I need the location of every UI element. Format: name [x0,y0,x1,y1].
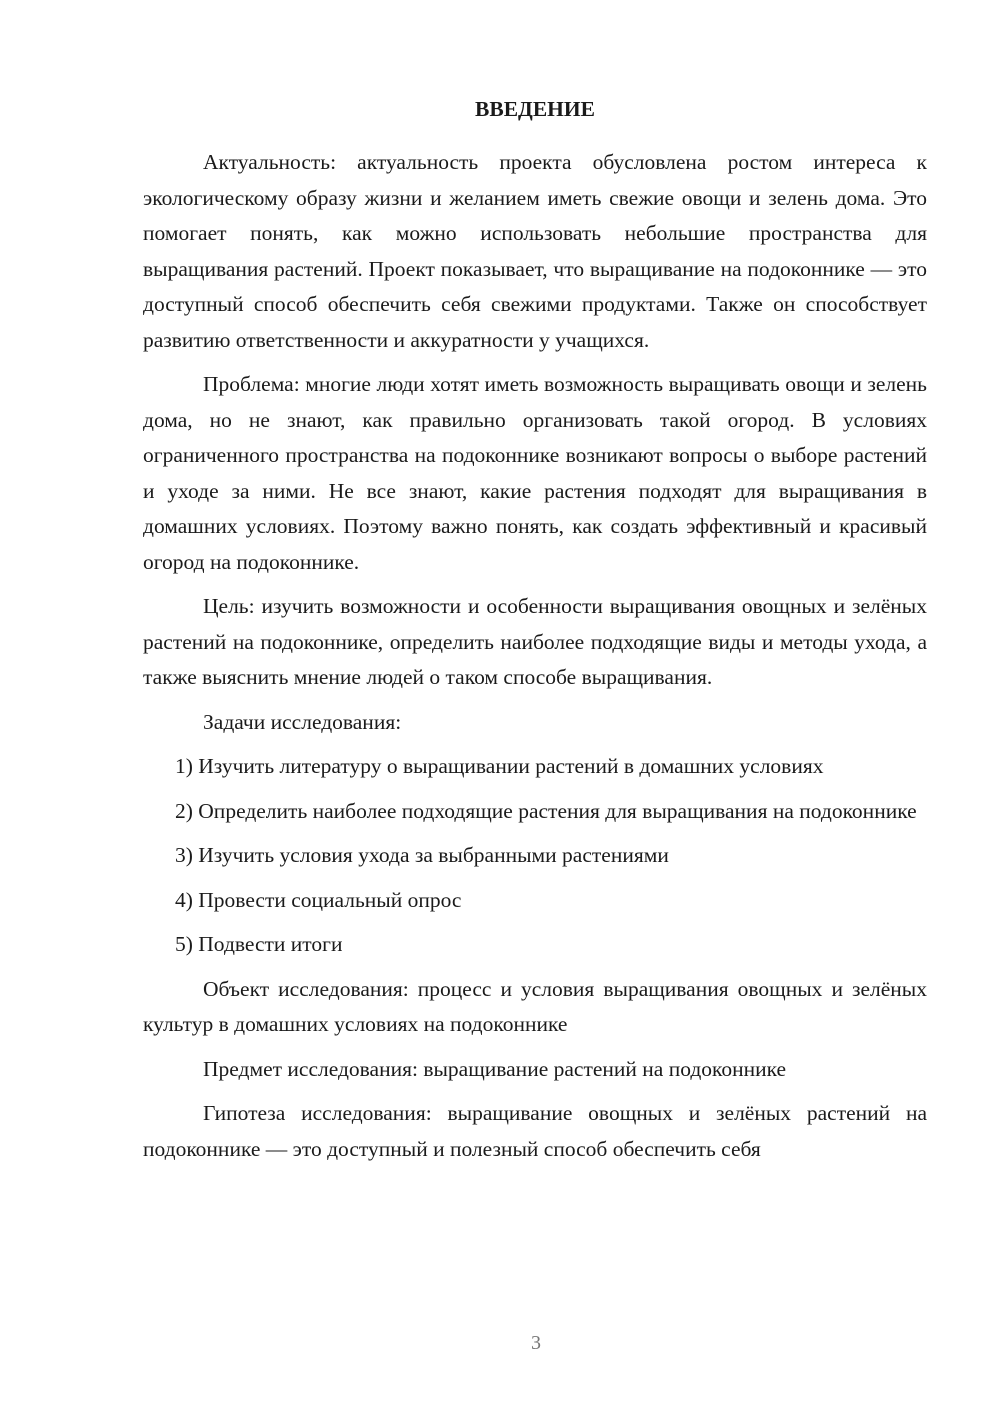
paragraph-object: Объект исследования: процесс и условия выращивания овощных и зелёных культур в домашних условиях на подоконнике [143,976,927,1036]
list-item-task-3: 3) Изучить условия ухода за выбранными растениями [175,843,669,867]
page-title: ВВЕДЕНИЕ [475,97,595,121]
page-number: 3 [531,1332,541,1354]
list-item-task-2: 2) Определить наиболее подходящие растения для выращивания на подоконнике [175,798,917,823]
list-item-task-4: 4) Провести социальный опрос [175,887,462,912]
paragraph-tasks-heading: Задачи исследования: [203,709,402,734]
paragraph-subject: Предмет исследования: выращивание растений на подоконнике [203,1056,787,1081]
paragraph-relevance: Актуальность: актуальность проекта обусловлена ростом интереса к экологическому образу жизни и желанием иметь свежие овощи и зелень дома. Это помогает понять, как можно использовать небольшие пространства для выращивания растений. Проект показывает, что выращивание на подоконнике — это доступный способ обеспечить себя свежими продуктами. Также он способствует развитию ответственности и аккуратности у учащихся. [143,150,927,352]
list-item-task-1: 1) Изучить литературу о выращивании растений в домашних условиях [175,754,824,778]
paragraph-goal: Цель: изучить возможности и особенности выращивания овощных и зелёных растений на подоконнике, определить наиболее подходящие виды и методы ухода, а также выяснить мнение людей о таком способе выращивания. [143,594,927,689]
paragraph-problem: Проблема: многие люди хотят иметь возможность выращивать овощи и зелень дома, но не знают, как правильно организовать такой огород. В условиях ограниченного пространства на подоконнике возникают вопросы о выборе растений и уходе за ними. Не все знают, какие растения подходят для выращивания в домашних условиях. Поэтому важно понять, как создать эффективный и красивый огород на подоконнике. [143,372,927,574]
page-content [143,92,927,1176]
list-item-task-5: 5) Подвести итоги [175,932,343,956]
paragraph-hypothesis: Гипотеза исследования: выращивание овощных и зелёных растений на подоконнике — это доступный и полезный способ обеспечить себя [143,1101,927,1161]
